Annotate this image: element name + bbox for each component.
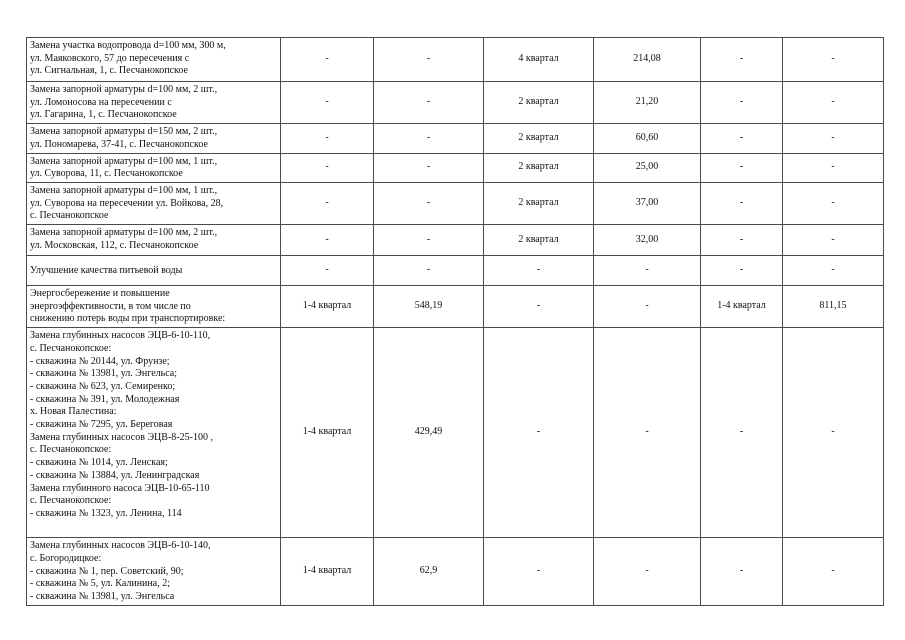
work-description-line: Энергосбережение и повышение — [30, 288, 170, 300]
value-cell: - — [783, 256, 884, 286]
value-cell: - — [281, 153, 374, 182]
value-cell: 25,00 — [594, 153, 701, 182]
work-description-line: - скважина № 5, ул. Калинина, 2; — [30, 578, 170, 590]
value-cell: - — [594, 256, 701, 286]
work-description-cell — [27, 225, 281, 256]
table-body — [27, 38, 884, 606]
work-description-line: с. Песчанокопское: — [30, 342, 112, 354]
value-cell: 2 квартал — [484, 82, 594, 124]
value-cell: 62,9 — [374, 538, 484, 606]
value-cell: - — [374, 153, 484, 182]
work-description-line: - скважина № 13884, ул. Ленинградская — [30, 469, 200, 481]
table-row — [27, 328, 884, 538]
value-cell: - — [783, 153, 884, 182]
work-description-cell — [27, 82, 281, 124]
work-description-cell — [27, 538, 281, 606]
work-description-line: с. Песчанокопское: — [30, 495, 112, 507]
table-row — [27, 124, 884, 153]
work-description-line: ул. Ломоносова на пересечении с — [30, 96, 172, 108]
value-cell: - — [374, 182, 484, 224]
value-cell: 21,20 — [594, 82, 701, 124]
work-description-line: Замена участка водопровода d=100 мм, 300 м, — [30, 40, 226, 51]
work-description-cell — [27, 38, 281, 82]
table-row — [27, 82, 884, 124]
value-cell: - — [281, 182, 374, 224]
value-cell: - — [281, 38, 374, 82]
work-description-line: ул. Суворова на пересечении ул. Войкова, 28, — [30, 197, 224, 209]
value-cell: - — [701, 225, 783, 256]
value-cell: - — [281, 124, 374, 153]
work-description-line: Замена глубинного насоса ЭЦВ-10-65-110 — [30, 482, 210, 494]
work-description-line: Замена глубинных насосов ЭЦВ-6-10-110, — [30, 330, 211, 342]
value-cell: - — [484, 256, 594, 286]
value-cell: - — [701, 256, 783, 286]
work-description-line: ул. Суворова, 11, с. Песчанокопское — [30, 168, 183, 180]
work-description-line: Замена запорной арматуры d=150 мм, 2 шт., — [30, 126, 218, 138]
value-cell: 60,60 — [594, 124, 701, 153]
table-row — [27, 286, 884, 328]
work-description-cell — [27, 256, 281, 286]
value-cell: - — [701, 38, 783, 82]
table-row — [27, 225, 884, 256]
value-cell: - — [281, 225, 374, 256]
works-table — [26, 37, 884, 606]
work-description-line: - скважина № 1323, ул. Ленина, 114 — [30, 507, 182, 519]
value-cell: 37,00 — [594, 182, 701, 224]
value-cell: 2 квартал — [484, 124, 594, 153]
value-cell: - — [701, 182, 783, 224]
value-cell: - — [783, 182, 884, 224]
value-cell: - — [374, 256, 484, 286]
work-description-line: - скважина № 20144, ул. Фрунзе; — [30, 355, 170, 367]
value-cell: 1-4 квартал — [281, 286, 374, 328]
table-row — [27, 256, 884, 286]
work-description-line: снижению потерь воды при транспортировке: — [30, 313, 226, 325]
value-cell: 2 квартал — [484, 182, 594, 224]
value-cell: - — [783, 82, 884, 124]
value-cell: - — [701, 82, 783, 124]
value-cell: 811,15 — [783, 286, 884, 328]
work-description-cell — [27, 124, 281, 153]
work-description-line: Замена запорной арматуры d=100 мм, 1 шт., — [30, 184, 218, 196]
work-description-line: - скважина № 1, пер. Советский, 90; — [30, 565, 184, 577]
value-cell: - — [594, 538, 701, 606]
work-description-line: с. Песчанокопское — [30, 210, 109, 222]
work-description-line: ул. Сигнальная, 1, с. Песчанокопское — [30, 65, 188, 77]
value-cell: - — [701, 153, 783, 182]
work-description-line: - скважина № 391, ул. Молодежная — [30, 393, 180, 405]
work-description-line: ул. Пономарева, 37-41, с. Песчанокопское — [30, 138, 208, 150]
work-description-line: ул. Гагарина, 1, с. Песчанокопское — [30, 109, 177, 121]
value-cell: - — [484, 328, 594, 538]
work-description-line: ул. Маяковского, 57 до пересечения с — [30, 52, 190, 64]
work-description-line: Замена запорной арматуры d=100 мм, 2 шт., — [30, 227, 218, 239]
work-description-line: - скважина № 13981, ул. Энгельса; — [30, 368, 177, 380]
work-description-line: ул. Московская, 112, с. Песчанокопское — [30, 239, 199, 251]
value-cell: - — [701, 328, 783, 538]
value-cell: - — [783, 124, 884, 153]
value-cell: - — [374, 38, 484, 82]
work-description-line: х. Новая Палестина: — [30, 406, 117, 418]
work-description-cell — [27, 286, 281, 328]
work-description-line: - скважина № 13981, ул. Энгельса — [30, 590, 175, 602]
value-cell: - — [374, 124, 484, 153]
value-cell: - — [783, 225, 884, 256]
value-cell: - — [484, 538, 594, 606]
work-description-line: Замена глубинных насосов ЭЦВ-8-25-100 , — [30, 431, 213, 443]
table-row — [27, 153, 884, 182]
work-description-line: Замена глубинных насосов ЭЦВ-6-10-140, — [30, 540, 211, 552]
value-cell: - — [783, 38, 884, 82]
value-cell: - — [701, 538, 783, 606]
work-description-line: - скважина № 1014, ул. Ленская; — [30, 457, 168, 469]
value-cell: 4 квартал — [484, 38, 594, 82]
value-cell: - — [701, 124, 783, 153]
work-description-line: энергоэффективности, в том числе по — [30, 300, 191, 312]
value-cell: - — [374, 82, 484, 124]
value-cell: - — [594, 286, 701, 328]
work-description-cell — [27, 328, 281, 538]
work-description-line: с. Богородицкое: — [30, 552, 102, 564]
value-cell: 32,00 — [594, 225, 701, 256]
value-cell: - — [594, 328, 701, 538]
work-description-line: Улучшение качества питьевой воды — [30, 264, 183, 276]
value-cell: - — [783, 538, 884, 606]
value-cell: - — [374, 225, 484, 256]
value-cell: - — [281, 256, 374, 286]
work-description-line: - скважина № 623, ул. Семиренко; — [30, 380, 176, 392]
value-cell: - — [783, 328, 884, 538]
table-row — [27, 538, 884, 606]
value-cell: - — [484, 286, 594, 328]
table-row — [27, 182, 884, 224]
table-row — [27, 38, 884, 82]
work-description-line: Замена запорной арматуры d=100 мм, 1 шт., — [30, 155, 218, 167]
work-description-line: с. Песчанокопское: — [30, 444, 112, 456]
work-description-line: - скважина № 7295, ул. Береговая — [30, 419, 173, 431]
value-cell: 2 квартал — [484, 153, 594, 182]
value-cell: 1-4 квартал — [281, 538, 374, 606]
value-cell: 2 квартал — [484, 225, 594, 256]
value-cell: 429,49 — [374, 328, 484, 538]
value-cell: 548,19 — [374, 286, 484, 328]
value-cell: - — [281, 82, 374, 124]
value-cell: 1-4 квартал — [281, 328, 374, 538]
work-description-cell — [27, 182, 281, 224]
value-cell: 214,08 — [594, 38, 701, 82]
work-description-line: Замена запорной арматуры d=100 мм, 2 шт., — [30, 84, 218, 95]
work-description-cell — [27, 153, 281, 182]
value-cell: 1-4 квартал — [701, 286, 783, 328]
